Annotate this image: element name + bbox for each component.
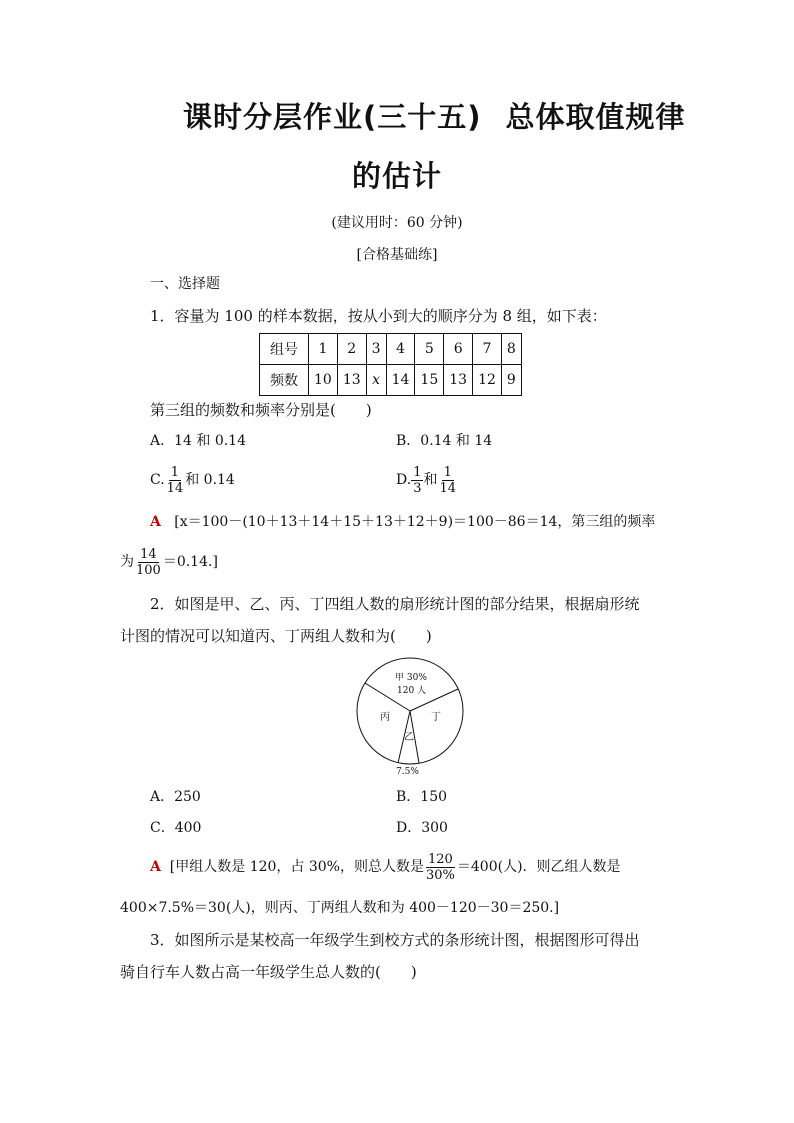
table-cell: 5 <box>415 334 444 365</box>
frac-den: 3 <box>413 480 422 496</box>
q2-option-c: C．400 <box>150 820 202 836</box>
table-cell: 13 <box>444 365 473 396</box>
pie-label-jia: 甲 30% <box>395 673 427 683</box>
q1-option-a: A．14 和 0.14 <box>150 433 246 449</box>
table-cell: 9 <box>501 365 521 396</box>
frac-den: 100 <box>136 562 161 578</box>
q1-answer <box>150 512 655 532</box>
pie-label-bing: 丙 <box>380 712 390 723</box>
q2-answer <box>150 849 621 885</box>
answer-letter: A <box>150 859 161 875</box>
table-cell: 13 <box>337 365 366 396</box>
table-row <box>260 334 522 365</box>
answer-explanation: [x＝100－(10＋13＋14＋15＋13＋12＋9)＝100－86＝14，第三组的频率 <box>174 514 656 530</box>
pie-label-yi-pct: 7.5% <box>396 767 419 776</box>
q1-option-b: B．0.14 和 14 <box>396 433 493 449</box>
q2-stem-line2: 计图的情况可以知道丙、丁两组人数和为( ) <box>120 627 432 645</box>
answer-explanation: [甲组人数是 120，占 30%，则总人数是 <box>169 859 424 875</box>
option-c-suffix: 和 0.14 <box>185 472 235 488</box>
fraction <box>424 852 457 883</box>
q1-question: 第三组的频数和频率分别是( ) <box>150 401 372 419</box>
q2-option-b: B．150 <box>396 789 448 805</box>
q1-option-c <box>150 462 235 498</box>
q1-stem: 1．容量为 100 的样本数据，按从小到大的顺序分为 8 组，如下表： <box>150 307 607 325</box>
table-cell: 4 <box>386 334 415 365</box>
fraction <box>165 465 186 496</box>
option-d-mid: 和 <box>423 472 438 488</box>
table-cell: 15 <box>415 365 444 396</box>
fraction <box>437 465 458 496</box>
table-cell: 1 <box>309 334 338 365</box>
table-cell: 10 <box>309 365 338 396</box>
table-cell: 12 <box>473 365 502 396</box>
frac-num: 1 <box>170 464 180 480</box>
fraction <box>134 547 163 578</box>
table-cell: 14 <box>386 365 415 396</box>
pie-chart <box>355 656 475 776</box>
pie-label-jia-count: 120 人 <box>397 686 427 696</box>
table-row <box>260 365 522 396</box>
section-label: 一、选择题 <box>150 276 220 292</box>
frac-den: 14 <box>439 480 457 496</box>
title-part1: 课时分层作业(三十五) <box>183 100 482 134</box>
table-cell: 组号 <box>260 334 309 365</box>
suggested-time: (建议用时：60 分钟) <box>331 215 463 231</box>
q2-stem-line1: 2．如图是甲、乙、丙、丁四组人数的扇形统计图的部分结果，根据扇形统 <box>150 595 640 613</box>
q3-stem-line1: 3．如图所示是某校高一年级学生到校方式的条形统计图，根据图形可得出 <box>150 931 640 949</box>
answer-explanation-cont: ＝400(人)．则乙组人数是 <box>456 859 621 875</box>
page-title <box>183 95 686 136</box>
answer-prefix: 为 <box>120 554 134 570</box>
table-cell: 频数 <box>260 365 309 396</box>
table-cell: x <box>366 365 386 396</box>
answer-suffix: ＝0.14.] <box>162 554 218 570</box>
frequency-table <box>259 333 522 396</box>
q2-option-d: D．300 <box>396 820 448 836</box>
frac-num: 1 <box>413 464 422 480</box>
q2-option-a: A．250 <box>150 789 201 805</box>
table-cell: 2 <box>337 334 366 365</box>
frac-num: 120 <box>428 851 453 867</box>
title-line2: 的估计 <box>352 159 443 193</box>
table-cell: 6 <box>444 334 473 365</box>
option-c-prefix: C. <box>150 472 165 488</box>
frac-den: 30% <box>425 867 455 883</box>
title-part2: 总体取值规律 <box>505 100 686 134</box>
q2-answer-line2: 400×7.5%＝30(人)，则丙、丁两组人数和为 400－120－30＝250.] <box>120 900 560 916</box>
q1-option-d <box>396 462 458 498</box>
fraction <box>411 465 423 496</box>
pie-label-yi: 乙 <box>404 732 414 743</box>
q1-answer-line2 <box>120 544 218 580</box>
frac-den: 14 <box>166 480 184 496</box>
table-cell: 7 <box>473 334 502 365</box>
option-d-prefix: D. <box>396 472 412 488</box>
pie-label-ding: 丁 <box>431 712 441 723</box>
table-cell: 3 <box>366 334 386 365</box>
table-cell: 8 <box>501 334 521 365</box>
level-label: [合格基础练] <box>356 247 438 263</box>
frac-num: 14 <box>140 546 157 562</box>
q3-stem-line2: 骑自行车人数占高一年级学生总人数的( ) <box>120 963 417 981</box>
answer-letter: A <box>150 514 161 530</box>
frac-num: 1 <box>443 464 452 480</box>
